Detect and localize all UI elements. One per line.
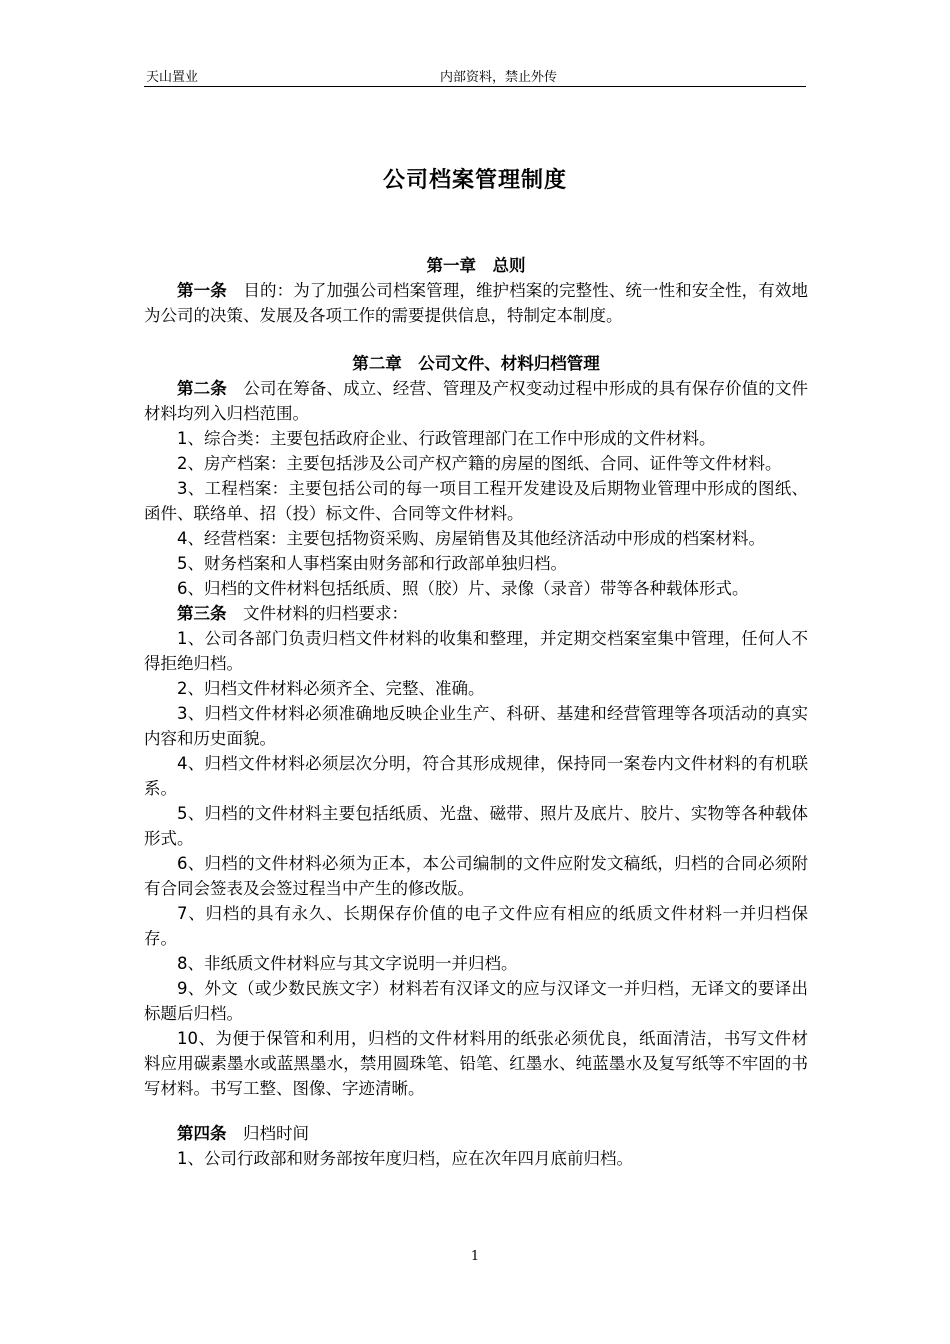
list-item: 3、归档文件材料必须准确地反映企业生产、科研、基建和经营管理等各项活动的真实内容和历史面貌。 <box>144 704 808 748</box>
article-4 <box>144 1121 808 1146</box>
list-item: 5、归档的文件材料主要包括纸质、光盘、磁带、照片及底片、胶片、实物等各种载体形式。 <box>144 804 808 848</box>
list-item: 1、公司各部门负责归档文件材料的收集和整理，并定期交档案室集中管理，任何人不得拒绝归档。 <box>144 629 808 673</box>
document-title: 公司档案管理制度 <box>382 168 567 193</box>
article-text: 目的：为了加强公司档案管理，维护档案的完整性、统一性和安全性，有效地为公司的决策、发展及各项工作的需要提供信息，特制定本制度。 <box>144 281 809 325</box>
article-label: 第一条 <box>177 281 227 300</box>
list-item: 4、归档文件材料必须层次分明，符合其形成规律，保持同一案卷内文件材料的有机联系。 <box>144 754 808 798</box>
list-item: 2、房产档案：主要包括涉及公司产权产籍的房屋的图纸、合同、证件等文件材料。 <box>177 454 782 473</box>
list-item: 3、工程档案：主要包括公司的每一项目工程开发建设及后期物业管理中形成的图纸、函件、联络单、招（投）标文件、合同等文件材料。 <box>144 479 808 523</box>
list-item: 5、财务档案和人事档案由财务部和行政部单独归档。 <box>177 554 567 573</box>
article-3 <box>144 601 808 626</box>
list-item: 9、外文（或少数民族文字）材料若有汉译文的应与汉译文一并归档，无译文的要译出标题后归档。 <box>144 979 808 1023</box>
article-text: 文件材料的归档要求： <box>226 604 408 623</box>
article-text: 公司在筹备、成立、经营、管理及产权变动过程中形成的具有保存价值的文件材料均列入归档范围。 <box>144 379 809 423</box>
list-item: 10、为便于保管和利用，归档的文件材料用的纸张必须优良，纸面清洁，书写文件材料应用碳素墨水或蓝黑墨水，禁用圆珠笔、铅笔、红墨水、纯蓝墨水及复写纸等不牢固的书写材料。书写工整、图像、字迹清晰。 <box>144 1029 808 1098</box>
chapter-heading-1: 第一章 总则 <box>426 256 526 275</box>
document-body <box>144 253 808 1171</box>
header-company: 天山置业 <box>146 70 199 85</box>
article-2 <box>144 376 808 426</box>
article-1 <box>144 278 808 328</box>
page-header <box>144 66 806 87</box>
article-label: 第二条 <box>177 379 227 398</box>
article-text: 归档时间 <box>226 1124 309 1143</box>
list-item: 1、综合类：主要包括政府企业、行政管理部门在工作中形成的文件材料。 <box>177 429 716 448</box>
header-confidential-note: 内部资料，禁止外传 <box>440 70 558 85</box>
list-item: 7、归档的具有永久、长期保存价值的电子文件应有相应的纸质文件材料一并归档保存。 <box>144 904 808 948</box>
list-item: 8、非纸质文件材料应与其文字说明一并归档。 <box>177 954 518 973</box>
article-label: 第三条 <box>177 604 227 623</box>
article-label: 第四条 <box>177 1124 227 1143</box>
chapter-heading-2: 第二章 公司文件、材料归档管理 <box>352 354 600 373</box>
list-item: 2、归档文件材料必须齐全、完整、准确。 <box>177 679 485 698</box>
page-number: 1 <box>470 1249 480 1264</box>
list-item: 4、经营档案：主要包括物资采购、房屋销售及其他经济活动中形成的档案材料。 <box>177 529 765 548</box>
list-item: 1、公司行政部和财务部按年度归档，应在次年四月底前归档。 <box>177 1149 633 1168</box>
list-item: 6、归档的文件材料包括纸质、照（胶）片、录像（录音）带等各种载体形式。 <box>177 579 749 598</box>
list-item: 6、归档的文件材料必须为正本，本公司编制的文件应附发文稿纸，归档的合同必须附有合同会签表及会签过程当中产生的修改版。 <box>144 854 808 898</box>
